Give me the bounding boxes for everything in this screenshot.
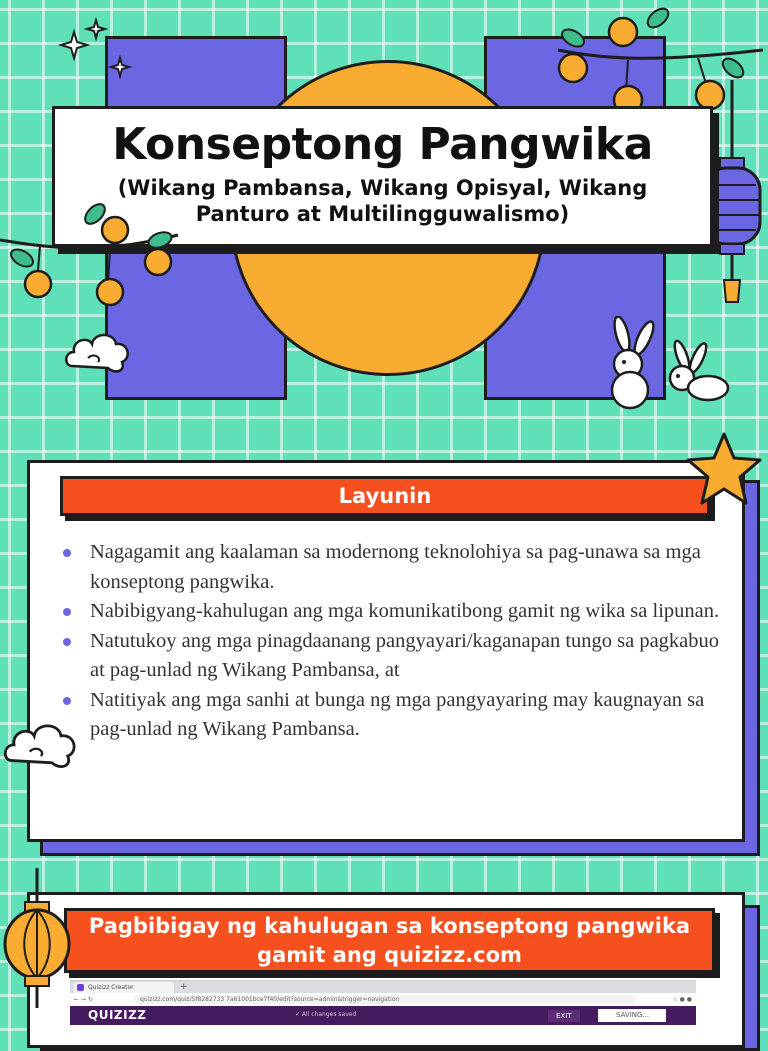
- bullet-icon: [63, 608, 71, 616]
- browser-tab[interactable]: Quizizz Creator: [74, 982, 174, 993]
- rabbit-icon: [600, 316, 740, 412]
- browser-nav-buttons[interactable]: ← → ↻: [74, 996, 93, 1003]
- star-icon: [684, 430, 764, 508]
- saving-button[interactable]: SAVING...: [598, 1009, 666, 1022]
- list-item: Natitiyak ang mga sanhi at bunga ng mga pangyayaring may kaugnayan sa pag-unlad ng Wikang Pambansa.: [60, 686, 720, 745]
- list-item: Nabibigyang-kahulugan ang mga komunikatibong gamit ng wika sa lipunan.: [60, 597, 720, 627]
- list-item: Nagagamit ang kaalaman sa modernong teknolohiya sa pag-unawa sa mga konseptong pangwika.: [60, 538, 720, 597]
- page-subtitle: (Wikang Pambansa, Wikang Opisyal, Wikang Panturo at Multilingguwalismo): [117, 176, 648, 226]
- quizizz-logo[interactable]: QUIZIZZ: [88, 1008, 147, 1022]
- exit-button[interactable]: EXIT: [548, 1010, 580, 1022]
- lantern-icon: [2, 868, 72, 1024]
- new-tab-button[interactable]: +: [180, 982, 188, 992]
- bullet-icon: [63, 697, 71, 705]
- orange-branch-icon: [0, 200, 180, 310]
- list-item: Natutukoy ang mga pinagdaanang pangyayari/kaganapan tungo sa pagkabuo at pag-unlad ng Wikang Pambansa, at: [60, 627, 720, 686]
- browser-tabbar: [70, 981, 696, 993]
- save-status: ✓ All changes saved: [295, 1011, 357, 1018]
- quizizz-screenshot: [70, 980, 696, 1025]
- activity-heading-line1: Pagbibigay ng kahulugan sa konseptong pangwika: [88, 914, 691, 938]
- objectives-list: [60, 538, 720, 745]
- objectives-heading: Layunin: [60, 476, 710, 516]
- activity-heading: [64, 908, 715, 973]
- browser-address-bar: [70, 993, 696, 1006]
- quizizz-favicon-icon: [77, 984, 84, 991]
- activity-heading-line2: gamit ang quizizz.com: [257, 943, 522, 967]
- quizizz-toolbar: [70, 1006, 696, 1025]
- cloud-icon: [64, 328, 134, 378]
- page-title: Konseptong Pangwika: [112, 119, 653, 170]
- sparkle-icon: [58, 18, 138, 88]
- bullet-icon: [63, 549, 71, 557]
- url-input[interactable]: quizizz.com/quiz/5f8282733 7a61001bce7f40/edit?source=admin&trigger=navigation: [134, 995, 636, 1004]
- extension-icons[interactable]: ☆ ● ●: [672, 996, 692, 1003]
- bullet-icon: [63, 638, 71, 646]
- cloud-icon: [2, 718, 82, 774]
